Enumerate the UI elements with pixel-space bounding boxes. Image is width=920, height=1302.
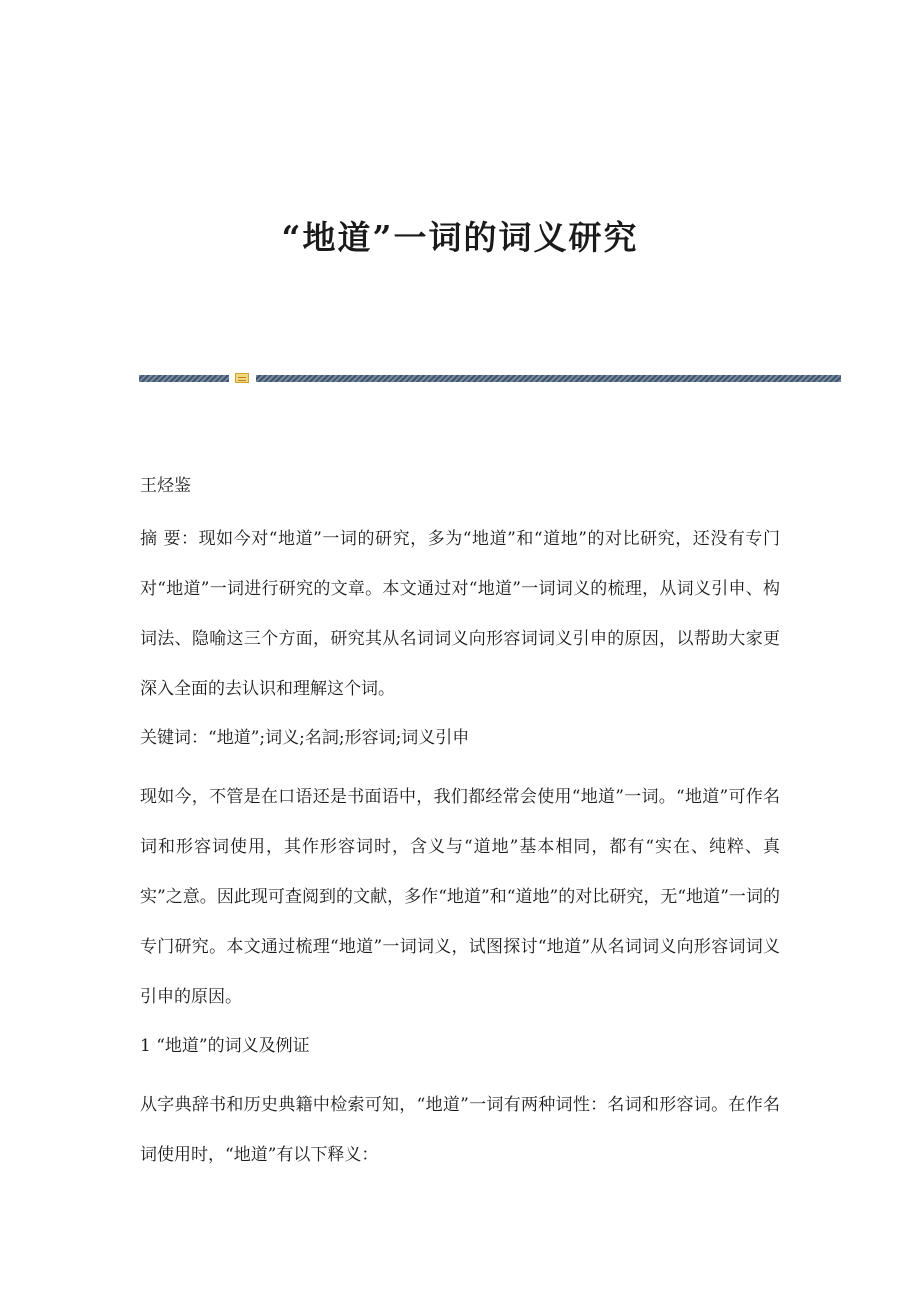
keywords-line: 关键词：“地道”;词义;名詞;形容词;词义引申 [140, 728, 470, 748]
divider-ornament-icon [235, 373, 249, 383]
section-heading: 1 “地道”的词义及例证 [140, 1036, 310, 1056]
abstract-paragraph: 摘 要：现如今对“地道”一词的研究，多为“地道”和“道地”的对比研究，还没有专门对“地道”一词进行研究的文章。本文通过对“地道”一词词义的梳理，从词义引申、构词法、隐喻这三个方面，研究其从名词词义向形容词词义引申的原因，以帮助大家更深入全面的去认识和理解这个词。 [140, 529, 780, 699]
document-title: “地道”一词的词义研究 [281, 218, 639, 257]
intro-paragraph: 现如今，不管是在口语还是书面语中，我们都经常会使用“地道”一词。“地道”可作名词和形容词使用，其作形容词时，含义与“道地”基本相同，都有“实在、纯粹、真实”之意。因此现可查阅到的文献，多作“地道”和“道地”的对比研究，无“地道”一词的专门研究。本文通过梳理“地道”一词词义，试图探讨“地道”从名词词义向形容词词义引申的原因。 [140, 787, 780, 1007]
section-paragraph: 从字典辞书和历史典籍中检索可知，“地道”一词有两种词性：名词和形容词。在作名词使用时，“地道”有以下释义： [140, 1095, 780, 1165]
author-name: 王烃鉴 [140, 476, 191, 496]
divider-bar-left [139, 375, 229, 382]
divider-bar-right [256, 375, 841, 382]
title-divider [139, 373, 841, 385]
